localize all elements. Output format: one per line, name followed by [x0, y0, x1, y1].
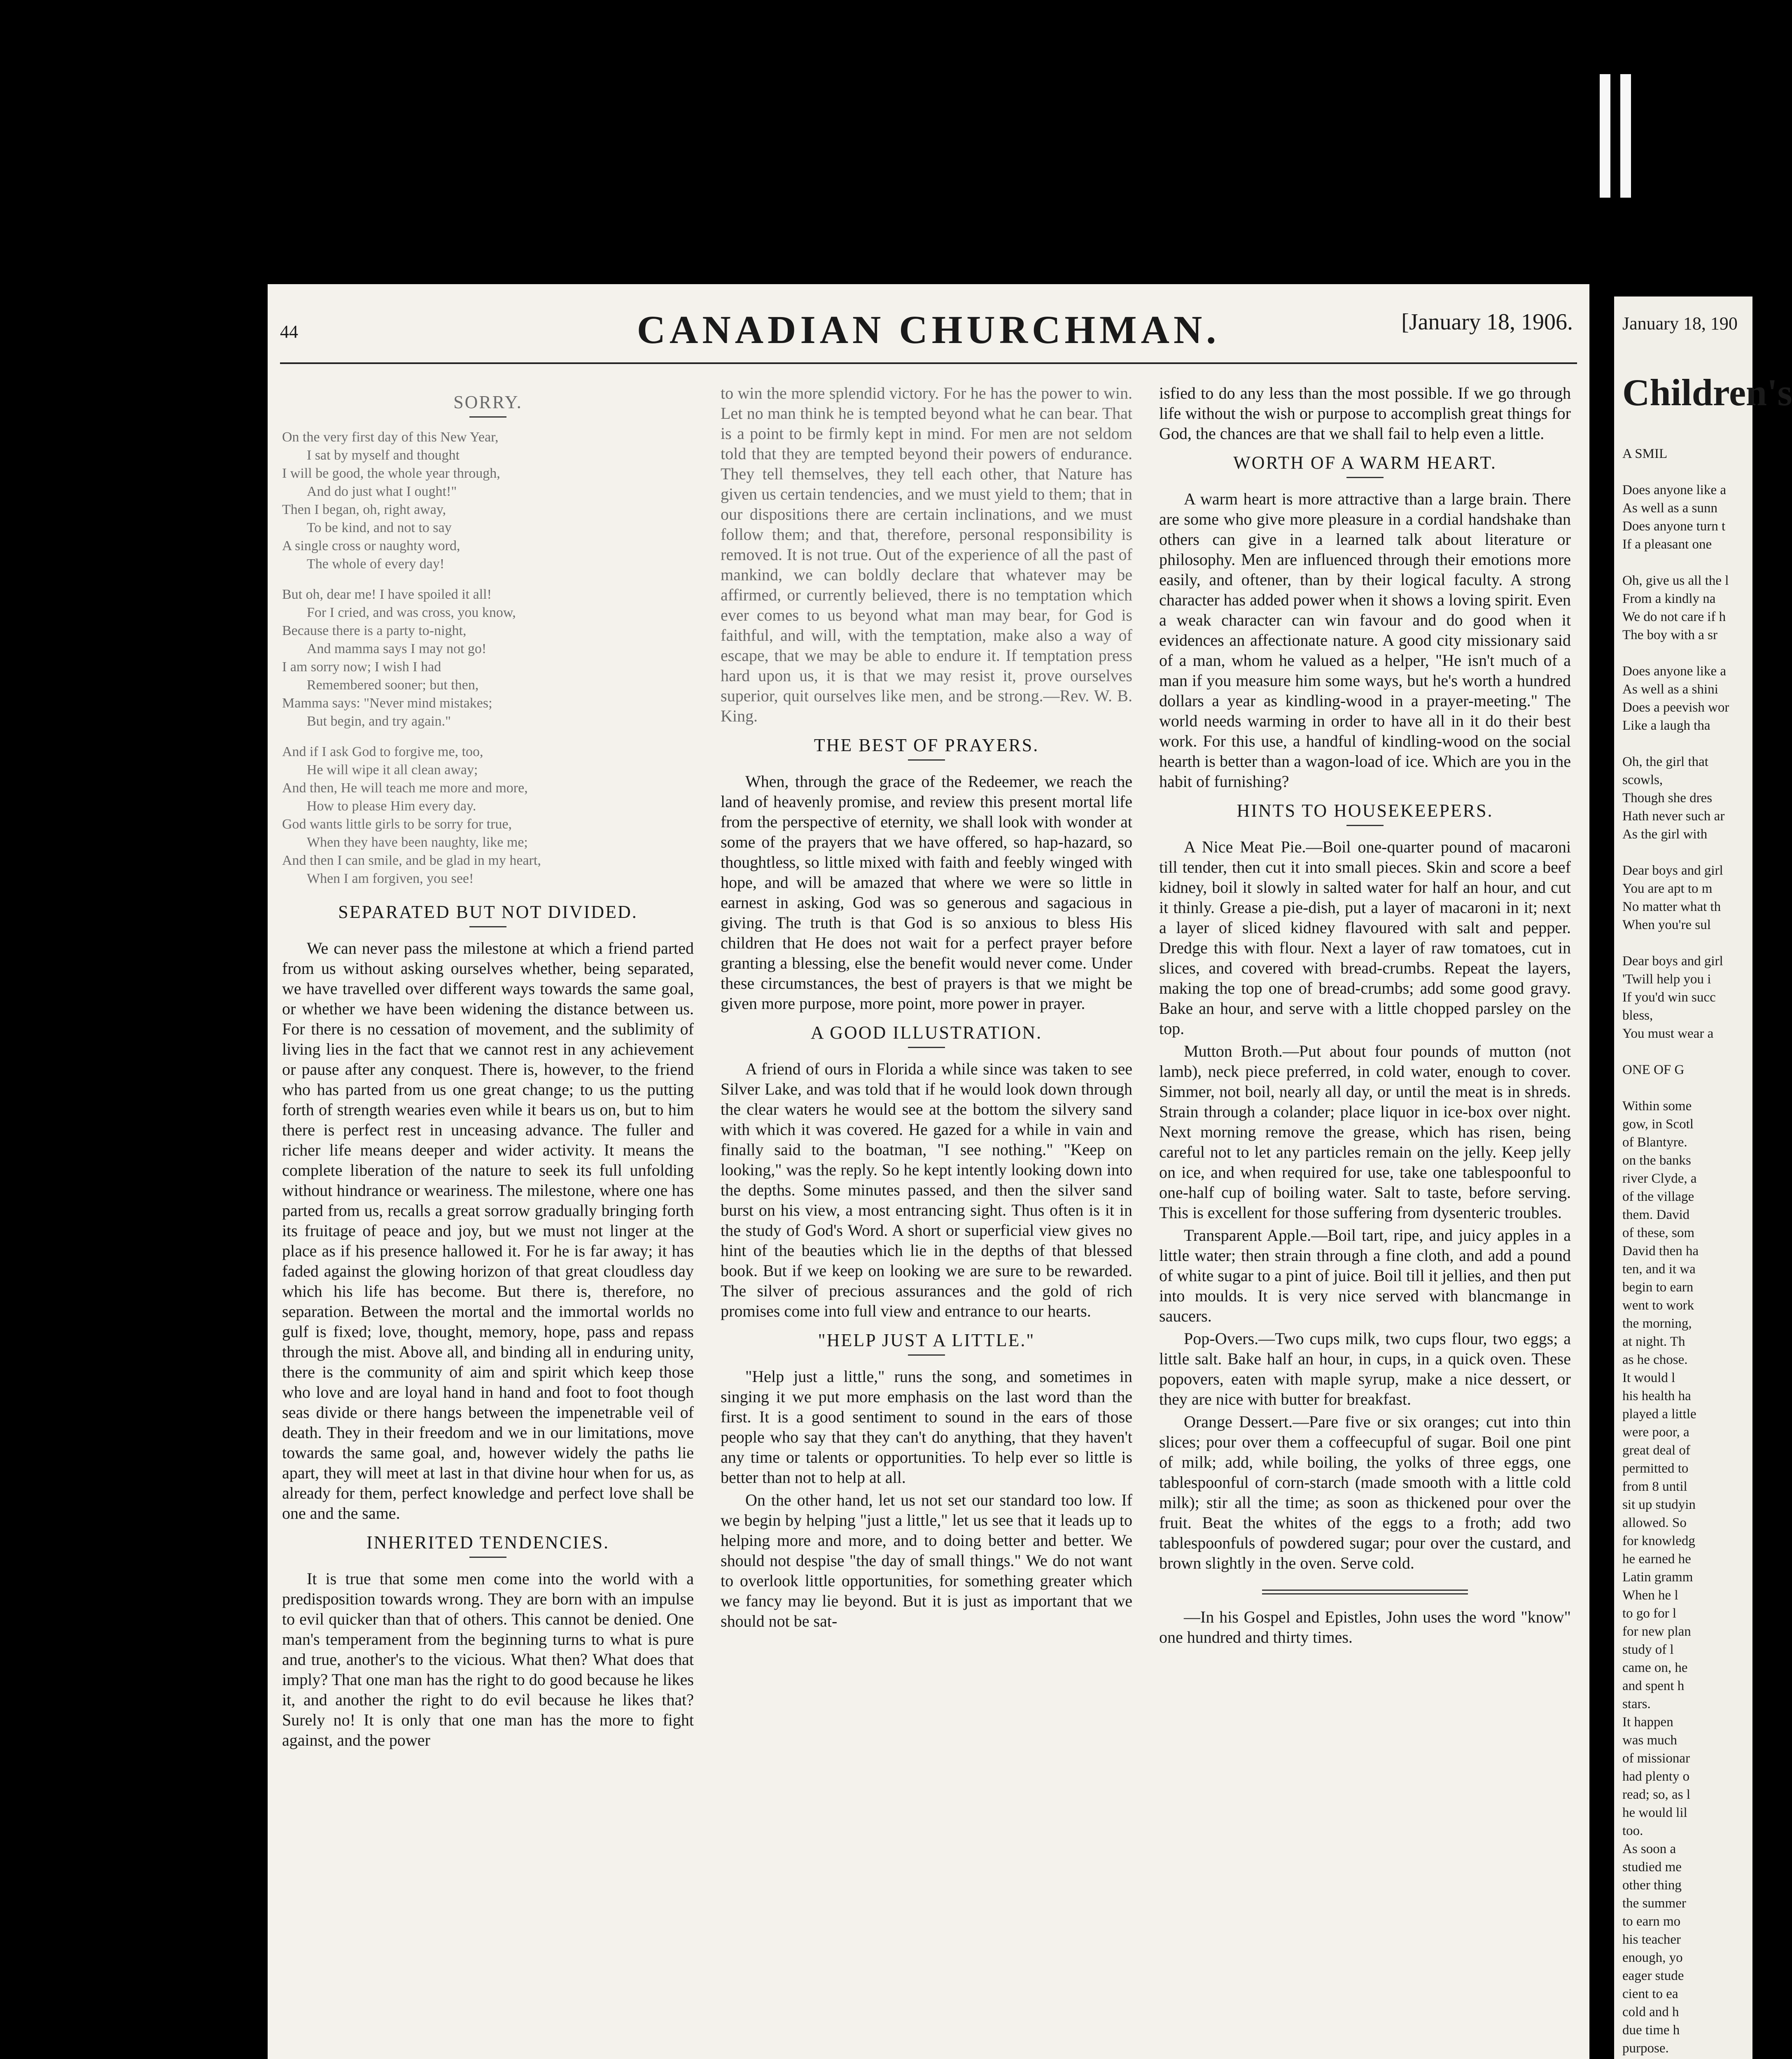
poem-line: Because there is a party to-night, [282, 623, 467, 638]
adjacent-page-line: purpose. [1622, 2041, 1669, 2056]
poem-line: When they have been naughty, like me; [307, 835, 528, 850]
poem-line: Remembered sooner; but then, [307, 677, 479, 693]
article-body-continued: isfied to do any less than the most possible. If we go through life without the wish or purpose to accomplish great things for God, the chances are that we shall fail to help even a little. [1159, 384, 1571, 443]
adjacent-page-line: When he l [1622, 1588, 1678, 1603]
adjacent-page-line: Within some [1622, 1099, 1692, 1114]
adjacent-page-line: You must wear a [1622, 1026, 1714, 1041]
issue-date: [January 18, 1906. [1401, 309, 1573, 335]
adjacent-page-line [1622, 553, 1754, 572]
poem-line: How to please Him every day. [307, 798, 476, 814]
article-title: "HELP JUST A LITTLE." [818, 1330, 1035, 1350]
poem-title: SORRY. [453, 392, 523, 412]
title-rule [1346, 825, 1384, 826]
adjacent-page-line: of missionar [1622, 1751, 1690, 1766]
article-body-continued: to win the more splendid victory. For he has the power to win. Let no man think he is tempted beyond what he can bear. That is a point to be firmly kept in mind. For men are not seldom told that they are tempted beyond their powers of endurance. They tell themselves, they tell each other, that Nature has given us certain tendencies, and we must yield to them; that in our dispositions there are certain inclinations, and we must follow them; and that, therefore, personal responsibility is removed. It is not true. Out of the experience of all the past of mankind, we can boldly declare that whatever may be affirmed, or currently believed, there is no temptation which ever comes to us beyond what man may bear, for God is faithful, and will, with the temptation, make also a way of escape, that we may be able to endure it. If temptation press hard upon us, it is that we may resist it, prove ourselves superior, quit ourselves like men, and be strong.—Rev. W. B. King. [721, 384, 1132, 725]
adjacent-page-line: studied me [1622, 1860, 1682, 1875]
adjacent-page-line: played a little [1622, 1407, 1696, 1422]
article-body: "Help just a little," runs the song, and sometimes in singing it we put more emphasis on the last word than the first. It is a good sentiment to sound in the ears of those people who say that they can't do anything, that they haven't any time or talents or opportunities. To help ever so little is better than not to help at all. [721, 1367, 1132, 1487]
title-rule [1346, 477, 1384, 478]
article-title: THE BEST OF PRAYERS. [814, 735, 1039, 755]
adjacent-page-line: If you'd win succ [1622, 990, 1716, 1005]
adjacent-page-line: Dear boys and girl [1622, 863, 1723, 878]
adjacent-page-line: for knowledg [1622, 1534, 1695, 1548]
header-rule [280, 362, 1577, 364]
poem-line: Then I began, oh, right away, [282, 502, 446, 517]
poem-line: The whole of every day! [307, 556, 445, 572]
adjacent-page-line: begin to earn [1622, 1280, 1694, 1295]
adjacent-page-line [1622, 1043, 1754, 1061]
column-2 [721, 383, 1132, 2059]
adjacent-page-line [1622, 843, 1754, 861]
title-rule [469, 1557, 506, 1558]
adjacent-page-line: Oh, the girl that [1622, 754, 1708, 769]
adjacent-page [1614, 296, 1792, 2059]
adjacent-page-text [1622, 445, 1754, 2059]
poem-line: On the very first day of this New Year, [282, 430, 499, 445]
adjacent-page-line: permitted to [1622, 1461, 1689, 1476]
adjacent-page-line: Like a laugh tha [1622, 718, 1710, 733]
poem-line: He will wipe it all clean away; [307, 762, 478, 777]
adjacent-page-line: was much [1622, 1733, 1677, 1748]
adjacent-page-line: enough, yo [1622, 1950, 1683, 1965]
column-1 [282, 383, 694, 2059]
title-rule [469, 926, 506, 927]
adjacent-page-line: other thing [1622, 1878, 1682, 1893]
adjacent-page-line: them. David [1622, 1207, 1690, 1222]
adjacent-page-line: came on, he [1622, 1660, 1688, 1675]
poem-line: A single cross or naughty word, [282, 538, 460, 553]
adjacent-page-line: scowls, [1622, 773, 1663, 787]
adjacent-page-line: A SMIL [1622, 446, 1668, 461]
adjacent-page-line: bless, [1622, 1008, 1653, 1023]
masthead: CANADIAN CHURCHMAN. [637, 308, 1220, 352]
adjacent-page-line: From a kindly na [1622, 591, 1716, 606]
film-mark-top [1620, 74, 1631, 198]
adjacent-page-line [1622, 644, 1754, 662]
adjacent-page-line: It would l [1622, 1370, 1675, 1385]
article-title: WORTH OF A WARM HEART. [1233, 453, 1497, 473]
adjacent-page-line: If a pleasant one [1622, 537, 1712, 552]
poem-line: Mamma says: "Never mind mistakes; [282, 696, 492, 711]
article-body: A friend of ours in Florida a while since was taken to see Silver Lake, and was told that if he would look down through the clear waters he would see at the bottom the silvery sand with which it was covered. He gazed for a while in vain and finally said to the boatman, "I see nothing." "Keep on looking," was the reply. So he kept intently looking down into the depths. Some minutes passed, and then the silver sand burst on his view, a most entrancing sight. Thus often is it in the study of God's Word. A short or superficial view gives no hint of the beauties which lie in the depths of that blessed book. But if we keep on looking we are sure to be rewarded. The silver of precious assurances and the gold of rich promises come into full view and entrance to our hearts. [721, 1060, 1132, 1320]
column-3 [1159, 383, 1571, 2059]
adjacent-page-line: the morning, [1622, 1316, 1692, 1331]
poem-line: When I am forgiven, you see! [307, 871, 474, 886]
adjacent-page-line [1622, 735, 1754, 753]
adjacent-page-line [1622, 2057, 1754, 2059]
poem-line: And then I can smile, and be glad in my heart, [282, 853, 541, 868]
adjacent-page-line: river Clyde, a [1622, 1171, 1697, 1186]
adjacent-page-line: the summer [1622, 1896, 1686, 1911]
poem-line: To be kind, and not to say [307, 520, 452, 535]
adjacent-page-date: January 18, 190 [1622, 313, 1738, 334]
closing-note: —In his Gospel and Epistles, John uses the word "know" one hundred and thirty times. [1159, 1608, 1571, 1646]
page-header [268, 284, 1589, 367]
poem-line: But begin, and try again." [307, 714, 451, 729]
adjacent-page-line: When you're sul [1622, 917, 1711, 932]
recipe: Orange Dessert.—Pare five or six oranges; cut into thin slices; pour over them a coffeecupful of sugar. Boil one pint of milk; add, while boiling, the yolks of three eggs, one tablespoonful of corn-starch (made smooth with a little cold milk); stir all the time; as soon as thickened pour over the fruit. Beat the whites of the eggs to a froth; add two tablespoonfuls of powdered sugar; pour over the custard, and brown slightly in the oven. Serve cold. [1159, 1412, 1571, 1572]
article-body: It is true that some men come into the world with a predisposition towards wrong. They are born with an impulse to evil quicker than that of others. This cannot be denied. One man's temperament from the beginning turns to what is pure and true, another's to the vicious. What then? What does that imply? That one man has the right to do good because he likes it, and another the right to do evil because he likes that? Surely no! It is only that one man has the more to fight against, and the power [282, 1569, 694, 1749]
article-body: On the other hand, let us not set our standard too low. If we begin by helping "just a little," let us see that it leads up to helping more and more, and to doing better and better. We should not despise "the day of small things." We do not want to overlook little opportunities, for something greater which we fancy may lie beyond. But it is just as important that we should not be sat- [721, 1491, 1132, 1630]
adjacent-page-line: of these, som [1622, 1226, 1695, 1240]
adjacent-page-line: No matter what th [1622, 899, 1721, 914]
adjacent-page-line: Oh, give us all the l [1622, 573, 1729, 588]
adjacent-page-line: stars. [1622, 1697, 1651, 1711]
adjacent-page-line: he earned he [1622, 1552, 1691, 1566]
adjacent-page-line: cold and h [1622, 2005, 1679, 2019]
adjacent-page-line: he would lil [1622, 1805, 1687, 1820]
article-body: When, through the grace of the Redeemer, we reach the land of heavenly promise, and review this present mortal life from the perspective of eternity, we shall look with wonder at some of the prayers that we have offered, so hap-hazard, so thoughtless, so little mixed with faith and feebly winged with hope, and will be amazed that where we were so little in earnest in asking, God was so generous and sagacious in giving. The truth is that God is so anxious to bless His children that He does not wait for a perfect prayer before granting a blessing, else the benefit would never come. Under these circumstances, the best of prayers is that we might be given more purpose, more point, more power in prayer. [721, 772, 1132, 1013]
adjacent-page-line: from 8 until [1622, 1479, 1687, 1494]
adjacent-page-line: Though she dres [1622, 791, 1713, 805]
adjacent-page-title: Children's [1622, 371, 1792, 413]
adjacent-page-line: due time h [1622, 2023, 1680, 2038]
article-title: INHERITED TENDENCIES. [366, 1532, 610, 1552]
adjacent-page-line: had plenty o [1622, 1769, 1690, 1784]
adjacent-page-line [1622, 463, 1754, 481]
adjacent-page-line: were poor, a [1622, 1425, 1689, 1440]
adjacent-page-line: David then ha [1622, 1244, 1699, 1258]
recipe: Transparent Apple.—Boil tart, ripe, and juicy apples in a little water; then strain through a fine cloth, and add a pound of white sugar to a pint of juice. Boil till it jellies, and then put into moulds. It is very nice served with blancmange in saucers. [1159, 1226, 1571, 1325]
adjacent-page-line: Dear boys and girl [1622, 954, 1723, 969]
poem-line: And then, He will teach me more and more, [282, 780, 528, 796]
adjacent-page-line: sit up studyin [1622, 1497, 1696, 1512]
adjacent-page-line: as he chose. [1622, 1352, 1688, 1367]
adjacent-page-line: to earn mo [1622, 1914, 1681, 1929]
adjacent-page-line: As well as a shini [1622, 682, 1718, 697]
adjacent-page-line: read; so, as l [1622, 1787, 1690, 1802]
adjacent-page-line: cient to ea [1622, 1987, 1678, 2001]
adjacent-page-line: allowed. So [1622, 1515, 1687, 1530]
adjacent-page-line: his teacher [1622, 1932, 1681, 1947]
title-rule [908, 759, 945, 761]
page-number: 44 [280, 322, 298, 342]
poem-line: I will be good, the whole year through, [282, 466, 500, 481]
section-separator [1262, 1590, 1468, 1594]
adjacent-page-line: ONE OF G [1622, 1062, 1685, 1077]
poem-line: And mamma says I may not go! [307, 641, 487, 656]
article-body: A warm heart is more attractive than a large brain. There are some who give more pleasure in a cordial handshake than others can give in a learned talk about literature or philosophy. Men are influenced through their emotions more easily, and oftener, than by their logical faculty. A strong character has added power when it shows a loving spirit. Even a weak character can win favour and do good when it evidences an affectionate nature. A good city missionary said of a man, whom he valued as a helper, "He isn't much of a man if you measure him some ways, but he's worth a hundred dollars a year as kindling-wood in a prayer-meeting." The world needs warming in order to have all in it do their best work. For this use, a handful of kindling-wood on the social hearth is better than a wagon-load of ice. Which are you in the habit of furnishing? [1159, 490, 1571, 791]
adjacent-page-line: at night. Th [1622, 1334, 1685, 1349]
adjacent-page-line: for new plan [1622, 1624, 1691, 1639]
poem-sorry [282, 428, 694, 888]
recipe: Mutton Broth.—Put about four pounds of mutton (not lamb), neck piece preferred, in cold water, enough to cover. Simmer, not boil, nearly all day, or until the meat is in shreds. Strain through a colander; place liquor in ice-box over night. Next morning remove the grease, which has risen, being careful not to let any particles remain on the jelly. Keep jelly on ice, and when required for use, take one tablespoonful to one-half cup of boiling water. Salt to taste, before serving. This is excellent for those suffering from dysenteric troubles. [1159, 1042, 1571, 1222]
adjacent-page-line: went to work [1622, 1298, 1694, 1313]
poem-line: But oh, dear me! I have spoiled it all! [282, 587, 492, 602]
article-title: SEPARATED BUT NOT DIVIDED. [338, 902, 638, 922]
adjacent-page-line: As soon a [1622, 1842, 1676, 1856]
adjacent-page-line: of the village [1622, 1189, 1694, 1204]
adjacent-page-line: Does anyone like a [1622, 664, 1726, 679]
adjacent-page-line: 'Twill help you i [1622, 972, 1711, 987]
adjacent-page-line: We do not care if h [1622, 609, 1726, 624]
adjacent-page-line: As well as a sunn [1622, 501, 1717, 516]
poem-line: God wants little girls to be sorry for true, [282, 817, 512, 832]
adjacent-page-line: As the girl with [1622, 827, 1708, 842]
adjacent-page-line: Hath never such ar [1622, 809, 1725, 824]
article-title: A GOOD ILLUSTRATION. [810, 1022, 1043, 1043]
title-rule [908, 1047, 945, 1048]
adjacent-page-line: his health ha [1622, 1389, 1691, 1403]
adjacent-page-line: study of l [1622, 1642, 1674, 1657]
adjacent-page-line: Does a peevish wor [1622, 700, 1729, 715]
adjacent-page-line: Does anyone turn t [1622, 519, 1726, 534]
poem-line: And if I ask God to forgive me, too, [282, 744, 483, 759]
recipe: Pop-Overs.—Two cups milk, two cups flour, two eggs; a little salt. Bake half an hour, in cups, in a quick oven. These popovers, eaten with maple syrup, make a nice dessert, or they are nice with butter for breakfast. [1159, 1329, 1571, 1408]
adjacent-page-line: ten, and it wa [1622, 1262, 1696, 1277]
title-rule [469, 416, 506, 418]
poem-line: And do just what I ought!" [307, 484, 457, 499]
poem-line: I am sorry now; I wish I had [282, 659, 441, 675]
newspaper-page [268, 284, 1589, 2059]
adjacent-page-line: and spent h [1622, 1678, 1685, 1693]
poem-line: I sat by myself and thought [307, 448, 460, 463]
adjacent-page-line: on the banks [1622, 1153, 1691, 1168]
article-title: HINTS TO HOUSEKEEPERS. [1237, 801, 1493, 821]
adjacent-page-line [1622, 934, 1754, 952]
adjacent-page-line: of Blantyre. [1622, 1135, 1687, 1150]
adjacent-page-line: to go for l [1622, 1606, 1677, 1621]
article-body: We can never pass the milestone at which a friend parted from us without asking ourselves whether, being separated, we have travelled over different ways towards the same goal, or whether we have been widening the distance between us. For there is no cessation of movement, and the sublimity of living lies in the fact that we cannot rest in any achievement or pause after any conquest. There is, however, to the friend who has parted from us one great change; to us the putting forth of strength wearies even while it bears us on, but to him there is perfect rest in unceasing advance. The fuller and richer life means deeper and wider activity. It means the complete liberation of the nature to seek its full unfolding without hindrance or weariness. The milestone, where one has parted from us, recalls a great sorrow gradually bringing forth its fruitage of peace and joy, but we must not linger at the place as if his presence hallowed it. For he is far away; it has faded against the glowing horizon of that great cloudless day which his life has become. But there is, therefore, no separation. Between the mortal and the immortal worlds no gulf is fixed; love, thought, memory, hope, pass and repass through the mist. Above all, and binding all in enduring unity, there is the community of aim and spirit which keep those who love and are loyal hand in hand and foot to foot though seas divide or there hangs between the impenetrable veil of death. They in their freedom and we in our limitations, move towards the same goal, and, however widely the paths lie apart, they will meet at last in that divine hour when for us, as already for them, perfect knowledge and perfect love shall be one and the same. [282, 939, 694, 1522]
adjacent-page-line: You are apt to m [1622, 881, 1713, 896]
adjacent-page-line: The boy with a sr [1622, 628, 1717, 642]
adjacent-page-line: Latin gramm [1622, 1570, 1693, 1585]
adjacent-page-line: gow, in Scotl [1622, 1117, 1694, 1132]
adjacent-page-line [1622, 1079, 1754, 1097]
adjacent-page-line: It happen [1622, 1715, 1673, 1730]
adjacent-page-line: great deal of [1622, 1443, 1690, 1458]
film-mark-top [1600, 74, 1610, 198]
title-rule [908, 1354, 945, 1356]
adjacent-page-line: eager stude [1622, 1968, 1684, 1983]
recipe: A Nice Meat Pie.—Boil one-quarter pound of macaroni till tender, then cut it into small pieces. Skin and score a beef kidney, boil it slowly in salted water for half an hour, and cut it thinly. Grease a pie-dish, put a layer of macaroni in it; next a layer of sliced kidney flavoured with salt and pepper. Dredge this with flour. Next a layer of raw tomatoes, cut in slices, and covered with bread-crumbs. Repeat the layers, making the top one of bread-crumbs; add some good gravy. Bake an hour, and serve with a little chopped parsley on the top. [1159, 838, 1571, 1038]
poem-line: For I cried, and was cross, you know, [307, 605, 516, 620]
adjacent-page-line: too. [1622, 1823, 1643, 1838]
adjacent-page-line: Does anyone like a [1622, 483, 1726, 497]
